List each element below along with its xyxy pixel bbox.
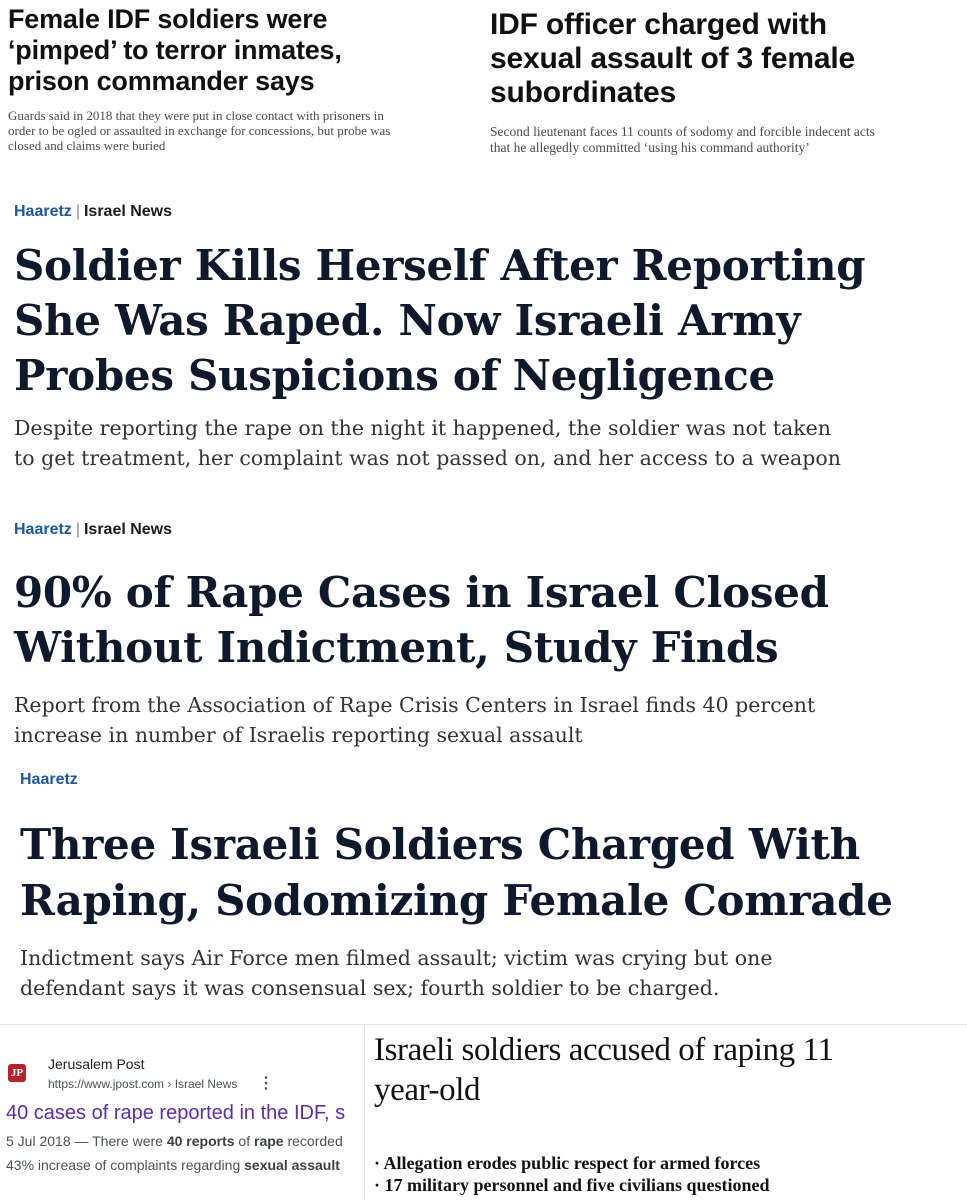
headline-line: sexual assault of 3 female (490, 42, 855, 75)
publication-name[interactable]: Haaretz (20, 771, 78, 788)
result-snippet (6, 1157, 340, 1173)
search-result[interactable] (6, 1034, 362, 1194)
headline-line: Raping, Sodomizing Female Comrade (20, 876, 893, 925)
subhead-line: that he allegedly committed ‘using his command authority’ (490, 140, 810, 155)
subhead-line: Report from the Association of Rape Crisis Centers in Israel finds 40 percent (14, 693, 816, 717)
headline-line: Israeli soldiers accused of raping 11 (374, 1032, 834, 1068)
article-clip-5 (20, 768, 964, 1024)
divider (0, 1024, 967, 1025)
subhead-line: defendant says it was consensual sex; fourth soldier to be charged. (20, 976, 720, 1000)
result-url[interactable]: https://www.jpost.com › Israel News (48, 1077, 238, 1091)
subhead-line: increase in number of Israelis reporting sexual assault (14, 723, 583, 747)
publication-name[interactable]: Haaretz (14, 203, 72, 220)
section-name[interactable]: Israel News (83, 203, 173, 220)
article-headline (14, 238, 964, 403)
article-subhead (490, 124, 960, 156)
jpost-favicon-icon: JP (8, 1064, 26, 1082)
subhead-line: Second lieutenant faces 11 counts of sodomy and forcible indecent acts (490, 124, 875, 139)
bullet-item: · Allegation erodes public respect for armed forces (374, 1153, 761, 1173)
headline-line: She Was Raped. Now Israeli Army (14, 296, 801, 345)
headline-line: 90% of Rape Cases in Israel Closed (14, 568, 829, 617)
snippet-text: of (234, 1133, 255, 1149)
article-clip-3 (14, 200, 964, 510)
subhead-line: Guards said in 2018 that they were put in close contact with prisoners in (8, 108, 384, 123)
article-subhead (20, 943, 964, 1003)
article-headline (490, 0, 960, 110)
article-headline (14, 565, 964, 675)
headline-line: Soldier Kills Herself After Reporting (14, 241, 866, 290)
article-clip-7 (374, 1028, 964, 1198)
subhead-line: to get treatment, her complaint was not passed on, and her access to a weapon (14, 446, 841, 470)
subhead-line: closed and claims were buried (8, 138, 166, 153)
bullet-list (374, 1152, 964, 1196)
section-name[interactable]: Israel News (83, 521, 173, 538)
snippet-highlight: 40 reports (166, 1133, 235, 1149)
bullet-text: 17 military personnel and five civilians questioned (384, 1175, 770, 1195)
snippet-highlight: rape (254, 1133, 284, 1149)
article-headline (374, 1030, 964, 1110)
source-line (14, 203, 964, 221)
snippet-text: recorded (283, 1133, 343, 1149)
headline-line: IDF officer charged with (490, 8, 827, 41)
article-clip-2 (490, 0, 960, 180)
source-separator: | (75, 521, 80, 538)
article-subhead (14, 690, 964, 750)
divider (364, 1024, 365, 1200)
headline-line: subordinates (490, 76, 676, 109)
snippet-text: 5 Jul 2018 — There were (6, 1133, 167, 1149)
source-separator: | (75, 203, 80, 220)
headline-line: Without Indictment, Study Finds (14, 623, 779, 672)
article-clip-4 (14, 518, 964, 768)
article-clip-1 (8, 0, 478, 180)
bullet-item: · 17 military personnel and five civilians questioned (374, 1175, 770, 1195)
result-title-link[interactable]: 40 cases of rape reported in the IDF, s (6, 1102, 346, 1124)
article-headline (8, 0, 478, 97)
headline-line: ‘pimped’ to terror inmates, (8, 35, 342, 65)
snippet-highlight: sexual assault (244, 1157, 340, 1173)
publication-name[interactable]: Haaretz (14, 521, 72, 538)
headline-line: Probes Suspicions of Negligence (14, 351, 775, 400)
result-site-name[interactable]: Jerusalem Post (48, 1056, 145, 1072)
source-line (14, 521, 964, 539)
subhead-line: Despite reporting the rape on the night it happened, the soldier was not taken (14, 416, 831, 440)
article-subhead (14, 413, 964, 473)
bullet-text: Allegation erodes public respect for armed forces (383, 1153, 761, 1173)
article-subhead (8, 108, 478, 153)
subhead-line: order to be ogled or assaulted in exchange for concessions, but probe was (8, 123, 391, 138)
headline-line: year-old (374, 1072, 481, 1108)
snippet-text: 43% increase of complaints regarding (6, 1157, 245, 1173)
result-snippet (6, 1133, 343, 1149)
headline-line: Female IDF soldiers were (8, 4, 328, 34)
headline-line: prison commander says (8, 66, 315, 96)
subhead-line: Indictment says Air Force men filmed assault; victim was crying but one (20, 946, 773, 970)
headline-line: Three Israeli Soldiers Charged With (20, 820, 860, 869)
more-vert-icon[interactable]: ⋮ (258, 1075, 274, 1092)
source-line (20, 771, 964, 789)
article-headline (20, 817, 964, 929)
